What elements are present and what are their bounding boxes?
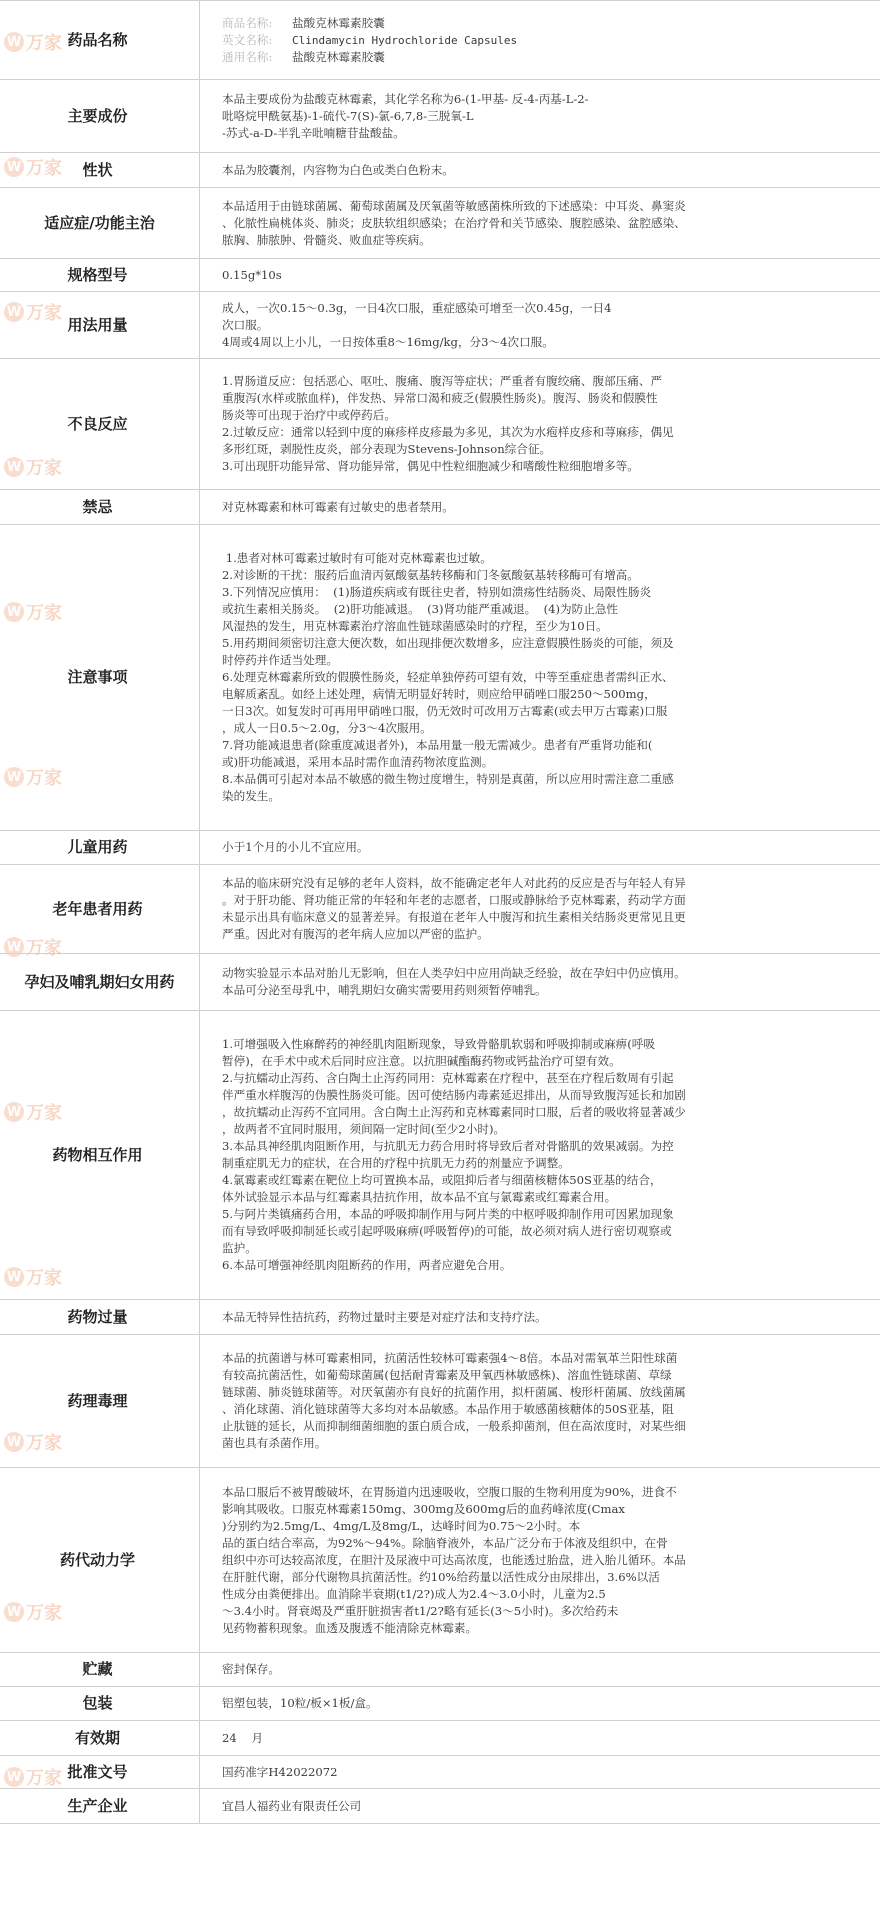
row-content bbox=[200, 490, 880, 524]
content-line: 或抗生素相关肠炎。 (2)肝功能减退。 (3)肾功能严重减退。 (4)为防止急性 bbox=[222, 602, 619, 616]
row-label: 药物过量 bbox=[0, 1300, 200, 1334]
content-line: 1.可增强吸入性麻醉药的神经肌肉阻断现象，导致骨骼肌软弱和呼吸抑制或麻痹(呼吸 bbox=[222, 1037, 655, 1051]
row-label: 药代动力学 bbox=[0, 1468, 200, 1652]
row-content bbox=[200, 1789, 880, 1823]
content-line: 3.下列情况应慎用： (1)肠道疾病或有既往史者，特别如溃疡性结肠炎、局限性肠炎 bbox=[222, 585, 652, 599]
watermark-text: 万家 bbox=[26, 1603, 62, 1624]
row-label: 性状 bbox=[0, 153, 200, 187]
content-line: 本品的临床研究没有足够的老年人资料，故不能确定老年人对此药的反应是否与年轻人有异 bbox=[222, 876, 686, 890]
row-content bbox=[200, 831, 880, 864]
english-name-value: Clindamycin Hydrochloride Capsules bbox=[292, 33, 518, 47]
brand-logo-icon: W bbox=[4, 157, 24, 177]
row-label: 老年患者用药 bbox=[0, 865, 200, 953]
drug-names bbox=[200, 1, 880, 79]
row-content bbox=[200, 1721, 880, 1755]
content-line: 时停药并作适当处理。 bbox=[222, 653, 338, 667]
content-line: ，成人一日0.5～2.0g，分3～4次服用。 bbox=[222, 721, 432, 735]
content-line: 本品的抗菌谱与林可霉素相同，抗菌活性较林可霉素强4～8倍。本品对需氧革兰阳性球菌 bbox=[222, 1351, 678, 1365]
row-content bbox=[200, 865, 880, 953]
content-line: 链球菌、肺炎链球菌等。对厌氧菌亦有良好的抗菌作用，拟杆菌属、梭形杆菌属、放线菌属 bbox=[222, 1385, 686, 1399]
row-storage bbox=[0, 1653, 880, 1687]
row-label: 主要成份 bbox=[0, 80, 200, 152]
watermark-text: 万家 bbox=[26, 1268, 62, 1289]
content-line: 或)肝功能减退，采用本品时需作血清药物浓度监测。 bbox=[222, 755, 494, 769]
content-line: 止肽链的延长，从而抑制细菌细胞的蛋白质合成，一般系抑菌剂，但在高浓度时，对某些细 bbox=[222, 1419, 686, 1433]
brand-logo-icon: W bbox=[4, 457, 24, 477]
content-line: 、化脓性扁桃体炎、肺炎；皮肤软组织感染；在治疗骨和关节感染、腹腔感染、盆腔感染、 bbox=[222, 215, 686, 230]
content-line: 7.肾功能减退患者(除重度减退者外)，本品用量一般无需减少。患者有严重肾功能和( bbox=[222, 738, 653, 752]
content-line: 对克林霉素和林可霉素有过敏史的患者禁用。 bbox=[222, 499, 454, 514]
row-label: 药理毒理 bbox=[0, 1335, 200, 1467]
row-content bbox=[200, 292, 880, 358]
row-label: 用法用量 bbox=[0, 292, 200, 358]
content-line: 染的发生。 bbox=[222, 789, 280, 803]
row-content bbox=[200, 1335, 880, 1467]
brand-logo-icon: W bbox=[4, 32, 24, 52]
content-line: 见药物蓄积现象。血透及腹透不能清除克林霉素。 bbox=[222, 1620, 478, 1635]
content-line: 宜昌人福药业有限责任公司 bbox=[222, 1798, 362, 1813]
row-appearance bbox=[0, 153, 880, 188]
generic-name-key: 通用名称: bbox=[222, 49, 273, 64]
row-spec bbox=[0, 259, 880, 292]
watermark-text: 万家 bbox=[26, 458, 62, 479]
content-line: 成人，一次0.15～0.3g，一日4次口服，重症感染可增至一次0.45g，一日4 bbox=[222, 300, 612, 315]
content-line: ，故抗蠕动止泻药不宜同用。含白陶土止泻药和克林霉素同时口服，后者的吸收将显著减少 bbox=[222, 1105, 686, 1119]
content-line: 在肝脏代谢，部分代谢物具抗菌活性。约10%给药量以活性成分由尿排出，3.6%以活 bbox=[222, 1569, 660, 1584]
trade-name-line bbox=[222, 15, 868, 32]
row-drug-name bbox=[0, 1, 880, 80]
row-interactions bbox=[0, 1011, 880, 1300]
row-content bbox=[200, 359, 880, 489]
content-line: 2.与抗蠕动止泻药、含白陶土止泻药同用：克林霉素在疗程中，甚至在疗程后数周有引起 bbox=[222, 1071, 674, 1085]
content-line: 6.处理克林霉素所致的假膜性肠炎，轻症单独停药可望有效，中等至重症患者需纠正水、 bbox=[222, 670, 674, 684]
row-approval bbox=[0, 1756, 880, 1789]
row-content bbox=[200, 153, 880, 187]
row-label: 孕妇及哺乳期妇女用药 bbox=[0, 954, 200, 1010]
content-line: 本品口服后不被胃酸破坏，在胃肠道内迅速吸收，空腹口服的生物利用度为90%，进食不 bbox=[222, 1484, 677, 1499]
row-precautions bbox=[0, 525, 880, 831]
content-line: ，故两者不宜同时服用，须间隔一定时间(至少2小时)。 bbox=[222, 1122, 506, 1136]
content-line: ～3.4小时。肾衰竭及严重肝脏损害者t1/2?略有延长(3～5小时)。多次给药未 bbox=[222, 1603, 619, 1618]
row-label: 有效期 bbox=[0, 1721, 200, 1755]
content-line: 重腹泻(水样或脓血样)，伴发热、异常口渴和疲乏(假膜性肠炎)。腹泻、肠炎和假膜性 bbox=[222, 391, 658, 405]
content-line: 菌也具有杀菌作用。 bbox=[222, 1436, 327, 1450]
watermark-text: 万家 bbox=[26, 158, 62, 179]
content-line: 本品为胶囊剂，内容物为白色或类白色粉末。 bbox=[222, 162, 454, 177]
brand-logo-icon: W bbox=[4, 767, 24, 787]
content-line: )分别约为2.5mg/L、4mg/L及8mg/L，达峰时间为0.75～2小时。本 bbox=[222, 1518, 581, 1533]
content-line: 一日3次。如复发时可再用甲硝唑口服，仍无效时可改用万古霉素(或去甲万古霉素)口服 bbox=[222, 704, 668, 718]
row-content bbox=[200, 1756, 880, 1788]
row-content bbox=[200, 525, 880, 830]
row-validity bbox=[0, 1721, 880, 1756]
content-line: 1.胃肠道反应：包括恶心、呕吐、腹痛、腹泻等症状；严重者有腹绞痛、腹部压痛、严 bbox=[222, 374, 663, 388]
content-line: 国药准字H42022072 bbox=[222, 1764, 338, 1779]
content-line: 3.本品具神经肌肉阻断作用，与抗肌无力药合用时将导致后者对骨骼肌的效果减弱。为控 bbox=[222, 1139, 674, 1153]
content-line: 性成分由粪便排出。血消除半衰期(t1/2?)成人为2.4～3.0小时，儿童为2.5 bbox=[222, 1586, 606, 1601]
content-line: 组织中亦可达较高浓度，在胆汁及尿液中可达高浓度，也能透过胎盘，进入胎儿循环。本品 bbox=[222, 1552, 686, 1567]
brand-logo-icon: W bbox=[4, 602, 24, 622]
content-line: 本品主要成份为盐酸克林霉素，其化学名称为6-(1-甲基- 反-4-丙基-L-2- bbox=[222, 91, 589, 106]
row-content bbox=[200, 1468, 880, 1652]
watermark-text: 万家 bbox=[26, 1103, 62, 1124]
generic-name-line bbox=[222, 49, 868, 66]
content-line: 未显示出具有临床意义的显著差异。有报道在老年人中腹泻和抗生素相关结肠炎更常见且更 bbox=[222, 910, 686, 924]
row-label: 适应症/功能主治 bbox=[0, 188, 200, 258]
row-content bbox=[200, 80, 880, 152]
content-line: 脓胸、肺脓肿、骨髓炎、败血症等疾病。 bbox=[222, 232, 431, 247]
brand-logo-icon: W bbox=[4, 1267, 24, 1287]
row-package bbox=[0, 1687, 880, 1721]
row-content bbox=[200, 1300, 880, 1334]
row-label: 批准文号 bbox=[0, 1756, 200, 1788]
content-line: 2.对诊断的干扰：服药后血清丙氨酸氨基转移酶和门冬氨酸氨基转移酶可有增高。 bbox=[222, 568, 639, 582]
content-line: 本品无特异性拮抗药，药物过量时主要是对症疗法和支持疗法。 bbox=[222, 1309, 547, 1324]
content-line: 4周或4周以上小儿，一日按体重8～16mg/kg，分3～4次口服。 bbox=[222, 334, 554, 349]
row-label: 包装 bbox=[0, 1687, 200, 1720]
content-line: 吡咯烷甲酰氨基)-1-硫代-7(S)-氯-6,7,8-三脱氧-L bbox=[222, 108, 474, 123]
content-line: 、消化球菌、消化链球菌等大多均对本品敏感。本品作用于敏感菌核糖体的50S亚基，阻 bbox=[222, 1402, 674, 1416]
brand-logo-icon: W bbox=[4, 1767, 24, 1787]
content-line: 次口服。 bbox=[222, 317, 269, 332]
row-children bbox=[0, 831, 880, 865]
row-indications bbox=[0, 188, 880, 259]
watermark-text: 万家 bbox=[26, 33, 62, 54]
content-line: 而有导致呼吸抑制延长或引起呼吸麻痹(呼吸暂停)的可能，故必须对病人进行密切观察或 bbox=[222, 1224, 672, 1238]
content-line: 。对于肝功能、肾功能正常的年轻和年老的志愿者，口服或静脉给予克林霉素，药动学方面 bbox=[222, 893, 686, 907]
content-line: 密封保存。 bbox=[222, 1662, 280, 1676]
content-line: 品的蛋白结合率高，为92%～94%。除脑脊液外，本品广泛分布于体液及组织中，在骨 bbox=[222, 1535, 668, 1550]
brand-logo-icon: W bbox=[4, 937, 24, 957]
english-name-key: 英文名称: bbox=[222, 32, 273, 47]
watermark-text: 万家 bbox=[26, 603, 62, 624]
content-line: 风湿热的发生，用克林霉素治疗溶血性链球菌感染时的疗程，至少为10日。 bbox=[222, 619, 608, 633]
content-line: 4.氯霉素或红霉素在靶位上均可置换本品，或阻抑后者与细菌核糖体50S亚基的结合， bbox=[222, 1173, 662, 1187]
english-name-line bbox=[222, 32, 868, 49]
row-pharmacokinetics bbox=[0, 1468, 880, 1653]
watermark-text: 万家 bbox=[26, 938, 62, 959]
content-line: 小于1个月的小儿不宜应用。 bbox=[222, 840, 369, 854]
content-line: 监护。 bbox=[222, 1241, 257, 1255]
row-content bbox=[200, 1687, 880, 1720]
row-label: 生产企业 bbox=[0, 1789, 200, 1823]
content-line: 体外试验显示本品与红霉素具拮抗作用，故本品不宜与氯霉素或红霉素合用。 bbox=[222, 1190, 617, 1204]
row-content bbox=[200, 188, 880, 258]
row-label: 药物相互作用 bbox=[0, 1011, 200, 1299]
row-label: 儿童用药 bbox=[0, 831, 200, 864]
row-label: 贮藏 bbox=[0, 1653, 200, 1686]
brand-logo-icon: W bbox=[4, 1432, 24, 1452]
generic-name-value: 盐酸克林霉素胶囊 bbox=[292, 49, 385, 64]
row-dosage bbox=[0, 292, 880, 359]
content-line: 1.患者对林可霉素过敏时有可能对克林霉素也过敏。 bbox=[222, 551, 492, 565]
content-line: 2.过敏反应：通常以轻到中度的麻疹样皮疹最为多见，其次为水疱样皮疹和荨麻疹，偶见 bbox=[222, 425, 674, 439]
brand-logo-icon: W bbox=[4, 1602, 24, 1622]
row-content bbox=[200, 1653, 880, 1686]
content-line: 伴严重水样腹泻的伪膜性肠炎可能。因可使结肠内毒素延迟排出，从而导致腹泻延长和加剧 bbox=[222, 1088, 686, 1102]
row-label: 不良反应 bbox=[0, 359, 200, 489]
content-line: 铝塑包装，10粒/板×1板/盒。 bbox=[222, 1696, 378, 1710]
trade-name-value: 盐酸克林霉素胶囊 bbox=[292, 15, 385, 30]
content-line: 6.本品可增强神经肌肉阻断药的作用，两者应避免合用。 bbox=[222, 1258, 512, 1272]
content-line: 本品可分泌至母乳中，哺乳期妇女确实需要用药则须暂停哺乳。 bbox=[222, 983, 547, 997]
watermark-text: 万家 bbox=[26, 1768, 62, 1789]
row-content bbox=[200, 1011, 880, 1299]
row-label: 药品名称 bbox=[0, 1, 200, 79]
content-line: 0.15g*10s bbox=[222, 267, 282, 282]
row-ingredients bbox=[0, 80, 880, 153]
content-line: 严重。因此对有腹泻的老年病人应加以严密的监护。 bbox=[222, 927, 489, 941]
row-manufacturer bbox=[0, 1789, 880, 1824]
content-line: 本品适用于由链球菌属、葡萄球菌属及厌氧菌等敏感菌株所致的下述感染：中耳炎、鼻窦炎 bbox=[222, 198, 686, 213]
content-line: 动物实验显示本品对胎儿无影响，但在人类孕妇中应用尚缺乏经验，故在孕妇中仍应慎用。 bbox=[222, 966, 686, 980]
row-elderly bbox=[0, 865, 880, 954]
content-line: 影响其吸收。口服克林霉素150mg、300mg及600mg后的血药峰浓度(Cmax bbox=[222, 1501, 625, 1516]
content-line: 暂停)，在手术中或术后同时应注意。以抗胆碱酯酶药物或钙盐治疗可望有效。 bbox=[222, 1054, 621, 1068]
row-pregnancy bbox=[0, 954, 880, 1011]
content-line: 肠炎等可出现于治疗中或停药后。 bbox=[222, 408, 396, 422]
content-line: 8.本品偶可引起对本品不敏感的微生物过度增生，特别是真菌，所以应用时需注意二重感 bbox=[222, 772, 674, 786]
row-label: 规格型号 bbox=[0, 259, 200, 291]
row-label: 注意事项 bbox=[0, 525, 200, 830]
brand-logo-icon: W bbox=[4, 302, 24, 322]
content-line: -苏式-a-D-半乳辛吡喃糖苷盐酸盐。 bbox=[222, 125, 405, 140]
brand-logo-icon: W bbox=[4, 1102, 24, 1122]
row-content bbox=[200, 259, 880, 291]
watermark-text: 万家 bbox=[26, 768, 62, 789]
content-line: 5.与阿片类镇痛药合用，本品的呼吸抑制作用与阿片类的中枢呼吸抑制作用可因累加现象 bbox=[222, 1207, 674, 1221]
content-line: 5.用药期间须密切注意大便次数，如出现排便次数增多，应注意假膜性肠炎的可能，须及 bbox=[222, 636, 674, 650]
row-overdose bbox=[0, 1300, 880, 1335]
watermark-text: 万家 bbox=[26, 1433, 62, 1454]
content-line: 多形红斑，剥脱性皮炎，部分表现为Stevens-Johnson综合征。 bbox=[222, 442, 552, 456]
content-line: 24 月 bbox=[222, 1730, 264, 1745]
content-line: 有较高抗菌活性，如葡萄球菌属(包括耐青霉素及甲氧西林敏感株)、溶血性链球菌、草绿 bbox=[222, 1368, 672, 1382]
content-line: 电解质紊乱。如经上述处理，病情无明显好转时，则应给甲硝唑口服250～500mg， bbox=[222, 687, 656, 701]
watermark-text: 万家 bbox=[26, 303, 62, 324]
row-content bbox=[200, 954, 880, 1010]
row-adverse bbox=[0, 359, 880, 490]
content-line: 3.可出现肝功能异常、肾功能异常，偶见中性粒细胞减少和嗜酸性粒细胞增多等。 bbox=[222, 459, 639, 473]
row-contraindications bbox=[0, 490, 880, 525]
trade-name-key: 商品名称: bbox=[222, 15, 273, 30]
row-pharmacology bbox=[0, 1335, 880, 1468]
content-line: 制重症肌无力的症状，在合用的疗程中抗肌无力药的剂量应予调整。 bbox=[222, 1156, 570, 1170]
row-label: 禁忌 bbox=[0, 490, 200, 524]
